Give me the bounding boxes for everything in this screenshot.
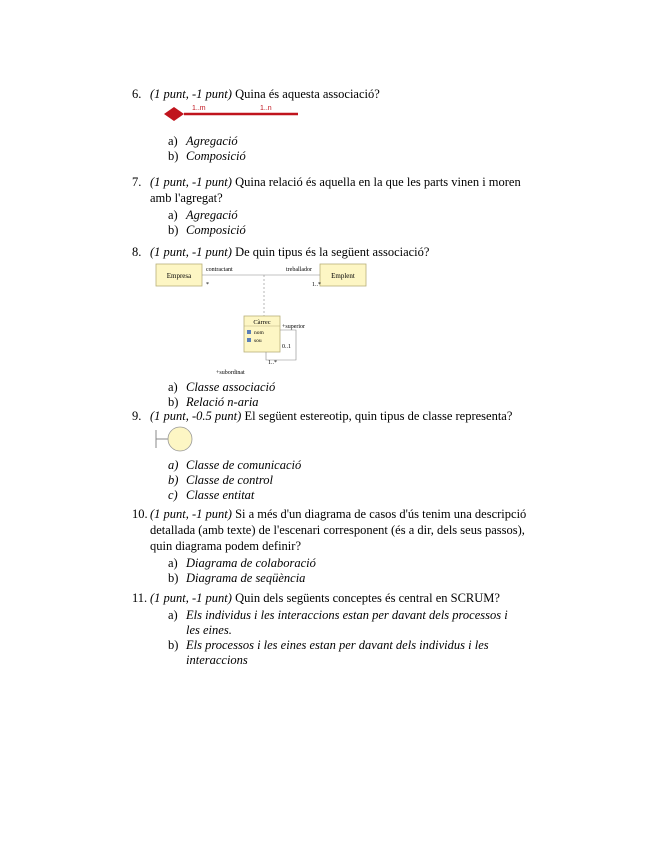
option-letter: a) [168,208,178,222]
multiplicity-right: 1..* [312,282,321,288]
option-letter: b) [168,149,179,163]
option-text: Relació n-aria [186,395,259,409]
role-subordinat: +subordinat [216,370,245,376]
option-letter: a) [168,458,179,472]
question-8 [132,244,532,410]
attribute-nom: nom [254,330,264,336]
option-letter: a) [168,608,178,622]
option-b[interactable] [168,223,532,238]
question-points: (1 punt, -1 punt) [150,591,232,605]
class-name-empresa: Empresa [166,272,192,280]
question-body: Quina relació és aquella en la que les parts vinen i moren amb l'agregat? [150,175,521,205]
question-body: Si a més d'un diagrama de casos d'ús tenim una descripció detallada (amb texte) de l'escenari corresponent (és a dir, dels seus passos), quin diagrama podem definir? [150,507,527,553]
option-b[interactable] [168,571,532,586]
association-class-diagram [154,260,394,376]
question-9 [132,408,532,503]
question-text [150,408,532,424]
class-name-carrec: Càrrec [253,319,271,326]
attribute-icon [247,338,251,342]
option-letter: a) [168,380,178,394]
options-list [168,608,532,668]
composition-diagram [162,100,302,130]
option-b[interactable] [168,473,532,488]
question-number: 7. [132,175,142,189]
attribute-sou: sou [254,338,262,344]
option-text: Els individus i les interaccions estan per davant dels processos i les eines. [186,608,508,637]
role-treballador: treballador [286,267,312,273]
options-list [168,134,532,164]
question-10 [132,506,532,586]
association-class-figure [132,260,532,376]
question-points: (1 punt, -1 punt) [150,87,232,101]
option-text: Classe de comunicació [186,458,302,472]
filled-diamond-icon [164,107,184,121]
option-text: Els processos i les eines estan per davant dels individus i les interaccions [186,638,489,667]
question-body: Quina és aquesta associació? [231,87,380,101]
question-number: 9. [132,409,142,423]
option-b[interactable] [168,638,532,668]
boundary-class-icon [154,424,204,456]
multiplicity-superior: 0..1 [282,344,291,350]
option-a[interactable] [168,134,532,149]
question-points: (1 punt, -1 punt) [150,245,232,259]
option-text: Classe entitat [186,488,255,502]
option-text: Composició [186,223,246,237]
question-number: 10. [132,507,148,521]
option-a[interactable] [168,208,532,223]
multiplicity-subordinat: 1..* [268,360,277,366]
option-letter: c) [168,488,178,502]
option-text: Classe de control [186,473,274,487]
attribute-icon [247,330,251,334]
option-letter: b) [168,223,179,237]
left-multiplicity: 1..m [192,105,206,112]
options-list [168,380,532,410]
option-a[interactable] [168,608,532,638]
question-number: 6. [132,87,142,101]
boundary-stereotype-figure [132,424,532,456]
options-list [168,208,532,238]
question-6 [132,86,532,164]
question-text [150,244,532,260]
option-text: Agregació [186,134,238,148]
question-body: Quin dels següents conceptes és central en SCRUM? [231,591,500,605]
option-letter: b) [168,571,179,585]
class-name-emplent: Emplent [331,272,355,280]
options-list [168,458,532,503]
option-text: Agregació [186,208,238,222]
question-number: 11. [132,591,148,605]
question-body: El següent estereotip, quin tipus de classe representa? [241,409,513,423]
question-points: (1 punt, -1 punt) [150,175,232,189]
composition-association-figure [132,102,532,132]
question-text [150,590,532,606]
question-text [150,506,532,554]
option-text: Classe associació [186,380,276,394]
option-letter: b) [168,473,179,487]
question-number: 8. [132,245,142,259]
option-c[interactable] [168,488,532,503]
option-b[interactable] [168,149,532,164]
option-a[interactable] [168,556,532,571]
question-text [150,174,532,206]
role-contractant: contractant [206,267,233,273]
option-a[interactable] [168,458,532,473]
question-11 [132,590,532,668]
question-points: (1 punt, -1 punt) [150,507,232,521]
option-letter: a) [168,134,178,148]
right-multiplicity: 1..n [260,105,272,112]
option-text: Composició [186,149,246,163]
options-list [168,556,532,586]
question-body: De quin tipus és la següent associació? [231,245,430,259]
role-superior: +superior [282,324,306,330]
multiplicity-left: * [206,282,209,288]
option-letter: b) [168,395,179,409]
option-text: Diagrama de colaboració [186,556,316,570]
question-points: (1 punt, -0.5 punt) [150,409,242,423]
option-letter: b) [168,638,179,652]
option-letter: a) [168,556,178,570]
option-a[interactable] [168,380,532,395]
question-7 [132,174,532,238]
option-text: Diagrama de seqüència [186,571,306,585]
